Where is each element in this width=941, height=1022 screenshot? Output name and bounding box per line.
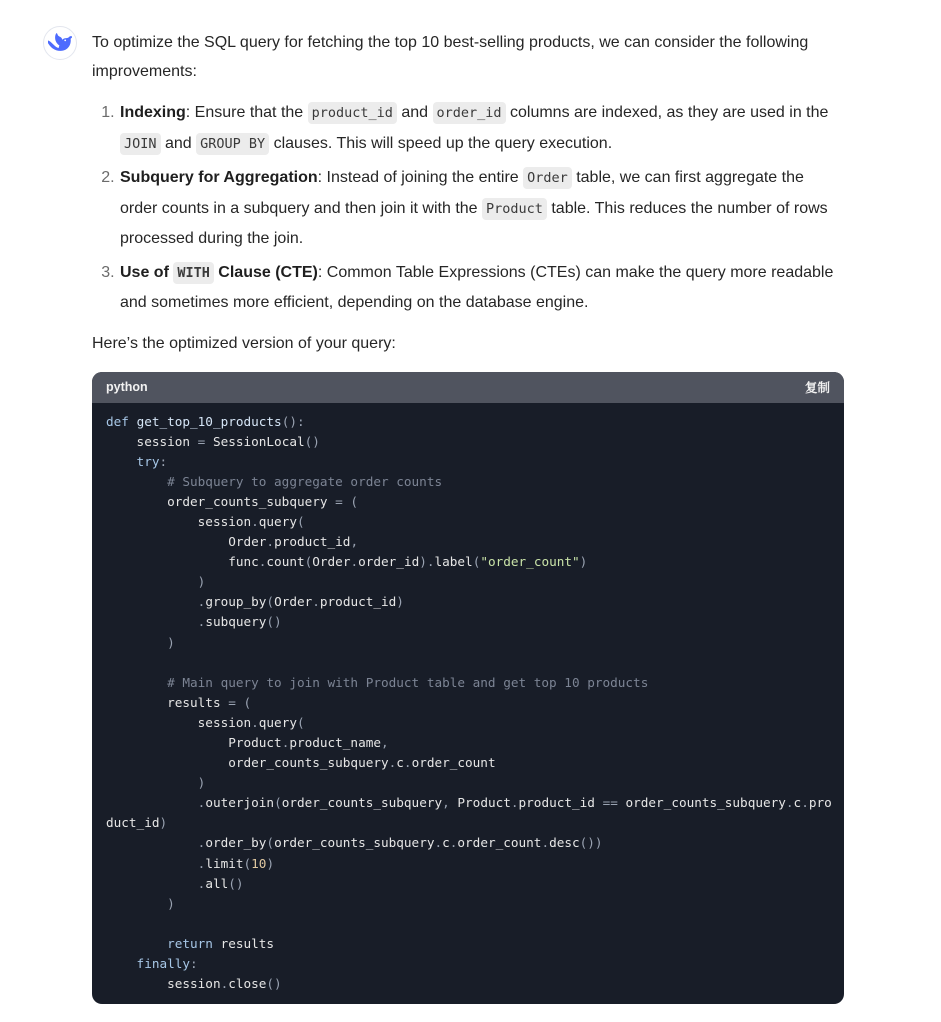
- code-body[interactable]: [92, 403, 844, 995]
- code-token: "order_count": [480, 554, 580, 570]
- code-block: [92, 372, 844, 1004]
- code-token: (: [304, 554, 313, 570]
- code-line: [106, 512, 830, 532]
- code-token: Order: [312, 554, 351, 570]
- whale-logo-icon: [48, 33, 72, 53]
- code-token: session: [106, 976, 221, 992]
- code-token: order_counts_subquery: [106, 493, 336, 509]
- code-token: .: [106, 594, 206, 610]
- code-token: .: [312, 594, 320, 610]
- code-token: .: [258, 554, 267, 570]
- list-item-cte: [119, 258, 844, 318]
- code-token: .: [281, 735, 290, 750]
- code-line: [106, 653, 830, 673]
- item-term: Subquery for Aggregation: [120, 169, 318, 186]
- code-token: def: [106, 413, 137, 429]
- code-token: product_id: [518, 795, 603, 811]
- code-token: .: [106, 835, 206, 851]
- code-line: [106, 633, 830, 653]
- code-token: product_name: [289, 735, 381, 750]
- code-token: order_count: [457, 835, 542, 851]
- code-token: order_by: [205, 835, 267, 851]
- code-token: Product: [457, 795, 511, 811]
- code-token: product_id: [274, 534, 351, 550]
- code-token: = (: [335, 493, 359, 509]
- code-token: session: [106, 513, 252, 529]
- list-item-indexing: [119, 98, 844, 159]
- code-token: (): [304, 433, 320, 449]
- code-token: .: [785, 795, 794, 811]
- code-line: [106, 934, 830, 954]
- code-token: ): [106, 574, 206, 590]
- code-token: ): [159, 815, 168, 831]
- code-token: all: [205, 875, 229, 891]
- code-token: ): [106, 895, 175, 911]
- outro-paragraph: Here’s the optimized version of your query:: [92, 334, 396, 352]
- code-token: =: [197, 433, 213, 449]
- code-line: [106, 974, 830, 994]
- code-token: ).: [419, 554, 435, 570]
- code-token: func: [106, 554, 259, 570]
- code-token: duct_id: [106, 815, 160, 831]
- code-token: order_counts_subquery: [274, 835, 435, 851]
- code-token: ): [396, 594, 404, 610]
- code-line: [106, 673, 830, 693]
- code-token: ): [106, 634, 175, 650]
- code-line: [106, 954, 830, 974]
- code-line: [106, 532, 830, 552]
- code-line: [106, 753, 830, 773]
- code-line: [106, 552, 830, 572]
- code-token: session: [106, 714, 252, 730]
- code-token: :: [190, 956, 198, 972]
- code-token: (): [266, 976, 282, 992]
- code-token: c: [396, 755, 404, 771]
- code-line: [106, 914, 830, 934]
- code-token: .: [251, 714, 259, 730]
- inline-code: WITH: [173, 262, 214, 284]
- code-line: [106, 793, 830, 813]
- code-token: pro: [808, 795, 832, 811]
- code-token: product_id: [319, 594, 397, 610]
- item-term-part: Use of: [120, 263, 174, 281]
- code-token: SessionLocal: [212, 433, 305, 449]
- assistant-avatar: [43, 26, 77, 60]
- code-token: order_counts_subquery: [106, 755, 389, 771]
- code-token: .: [251, 513, 259, 529]
- code-token: (: [243, 855, 252, 871]
- code-token: ): [266, 855, 275, 871]
- code-line: [106, 874, 830, 894]
- code-token: Product: [106, 735, 282, 750]
- code-token: ,: [350, 534, 359, 550]
- item-text: clauses. This will speed up the query execution.: [269, 134, 613, 152]
- code-token: count: [266, 554, 305, 570]
- code-token: (: [266, 835, 275, 851]
- code-token: .: [106, 875, 206, 891]
- item-text: and: [396, 104, 433, 121]
- code-token: subquery: [205, 614, 267, 630]
- code-line: [106, 592, 830, 612]
- inline-code: order_id: [433, 102, 506, 124]
- code-token: c: [442, 835, 450, 851]
- item-text: : Instead of joining the entire: [317, 169, 524, 186]
- code-token: (: [296, 513, 305, 529]
- code-line: [106, 472, 830, 492]
- code-token: .: [266, 534, 275, 550]
- code-line: [106, 833, 830, 853]
- code-token: order_counts_subquery: [625, 795, 786, 811]
- code-line: [106, 854, 830, 874]
- inline-code: Order: [523, 167, 572, 189]
- code-token: .: [434, 835, 443, 851]
- code-token: return: [106, 935, 221, 951]
- code-token: results: [220, 935, 275, 951]
- code-line: [106, 733, 830, 753]
- code-token: .: [388, 755, 397, 771]
- code-token: order_id: [358, 554, 420, 570]
- code-token: order_count: [411, 755, 496, 771]
- item-text: : Common Table Expressions (CTEs) can make the query more readable and sometimes more efficient, depending on the database engine.: [120, 263, 834, 311]
- code-line: [106, 452, 830, 472]
- code-token: close: [228, 976, 267, 992]
- code-token: query: [258, 513, 297, 529]
- code-token: .: [106, 795, 206, 811]
- item-text: table, we can first aggregate the order counts in a subquery and then join it with the: [120, 169, 804, 217]
- code-token: .: [106, 855, 206, 871]
- code-token: Order: [106, 534, 267, 550]
- code-token: query: [258, 714, 297, 730]
- copy-button[interactable]: 复制: [804, 381, 830, 395]
- code-token: order_counts_subquery: [281, 795, 443, 811]
- code-block-header: [92, 372, 844, 403]
- inline-code: Product: [482, 198, 547, 220]
- code-token: session: [106, 433, 198, 449]
- code-line: [106, 693, 830, 713]
- code-language-label: python: [106, 380, 148, 394]
- improvements-list: [92, 98, 844, 318]
- code-line: [106, 813, 830, 833]
- code-token: .: [403, 755, 412, 771]
- code-line: [106, 713, 830, 733]
- code-token: limit: [205, 855, 244, 871]
- code-token: .: [106, 614, 206, 630]
- code-line: [106, 572, 830, 592]
- code-line: [106, 432, 830, 452]
- item-term: [120, 264, 318, 281]
- intro-paragraph: To optimize the SQL query for fetching the top 10 best-selling products, we can consider the following improvements:: [92, 34, 809, 80]
- code-token: ==: [602, 795, 626, 811]
- item-text: and: [160, 134, 197, 152]
- code-token: group_by: [205, 594, 267, 610]
- message-content: [92, 28, 844, 1004]
- code-token: ): [106, 775, 206, 791]
- code-token: # Subquery to aggregate order counts: [106, 473, 443, 489]
- code-token: :: [159, 453, 168, 469]
- item-text: table. This reduces the number of rows processed during the join.: [120, 199, 828, 247]
- inline-code: GROUP BY: [196, 133, 269, 155]
- code-token: c: [793, 795, 802, 811]
- item-text: columns are indexed, as they are used in the: [505, 104, 829, 121]
- code-token: (): [228, 875, 244, 891]
- code-token: # Main query to join with Product table and get top 10 products: [106, 674, 649, 690]
- code-line: [106, 492, 830, 512]
- code-token: finally: [106, 956, 191, 972]
- code-token: .: [350, 554, 359, 570]
- item-term: Indexing: [120, 104, 186, 121]
- code-token: ,: [442, 795, 458, 811]
- inline-code: JOIN: [120, 133, 161, 155]
- code-token: ): [579, 554, 588, 570]
- code-token: get_top_10_products: [136, 413, 282, 429]
- code-token: (: [266, 594, 275, 610]
- code-token: (: [472, 554, 481, 570]
- code-token: (: [274, 795, 282, 811]
- code-token: ,: [381, 735, 389, 750]
- code-token: ()): [579, 835, 603, 851]
- code-token: (): [266, 614, 282, 630]
- code-token: (: [296, 714, 305, 730]
- code-token: label: [434, 554, 473, 570]
- code-token: ():: [281, 413, 305, 429]
- item-text: : Ensure that the: [185, 104, 308, 121]
- code-token: desc: [549, 835, 580, 851]
- code-token: try: [106, 453, 160, 469]
- code-line: [106, 412, 830, 432]
- list-item-subquery: [119, 163, 844, 254]
- code-token: .: [449, 835, 458, 851]
- item-term-part: Clause (CTE): [213, 263, 318, 281]
- code-line: [106, 612, 830, 632]
- code-token: Order: [274, 594, 313, 610]
- code-token: .: [510, 795, 519, 811]
- code-token: .: [801, 795, 809, 811]
- code-token: .: [220, 976, 229, 992]
- code-token: = (: [228, 694, 252, 710]
- code-token: .: [541, 835, 550, 851]
- code-token: results: [106, 694, 229, 710]
- code-line: [106, 773, 830, 793]
- code-token: outerjoin: [205, 795, 275, 811]
- inline-code: product_id: [308, 102, 397, 124]
- code-token: 10: [251, 855, 267, 871]
- code-line: [106, 894, 830, 914]
